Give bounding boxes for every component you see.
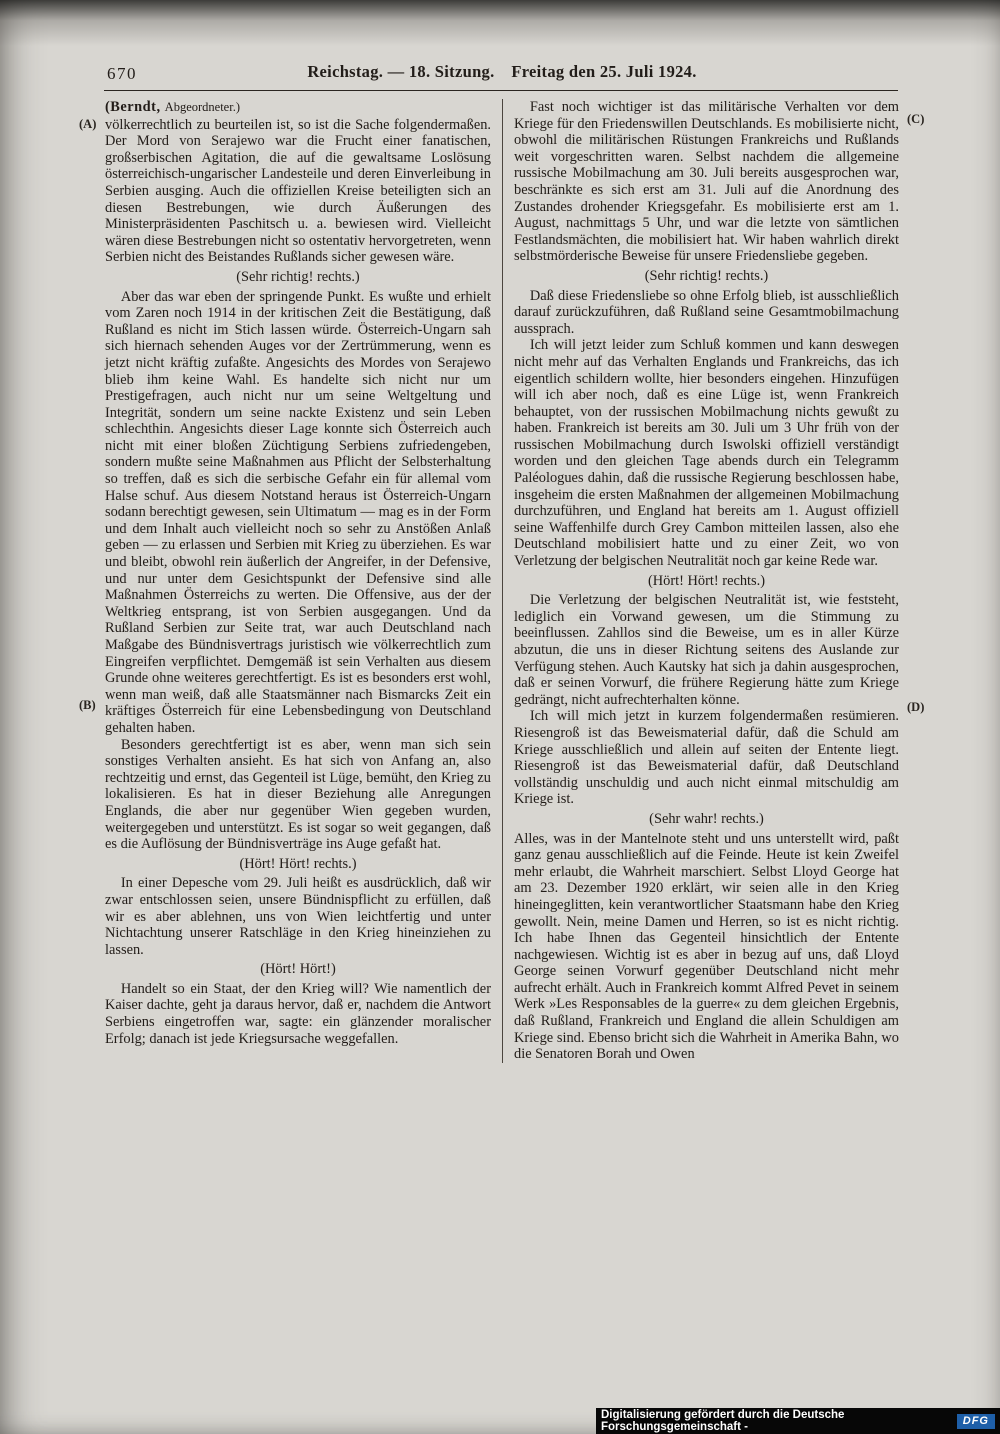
paragraph: Die Verletzung der belgischen Neutralität ist, wie feststeht, lediglich ein Vorwand gewesen, um die Stimmung zu beeinflussen. Zahllos sind die Beweise, um es in aller Kürze abzutun, die uns in dieser Richtung seitens des Auslande zur Verfügung stehen. Auch Kautsky hat sich ja dahin ausgesprochen, daß er seinen Vorwurf, die frühere Regierung hätte zum Kriege gedrängt, nicht aufrechterhalten könne. bbox=[514, 592, 899, 708]
page-number: 670 bbox=[107, 64, 137, 83]
paragraph: Ich will mich jetzt in kurzem folgendermaßen resümieren. Riesengroß ist das Beweismaterial dafür, daß die Schuld am Kriege ausschließlich und allein auf seiten der Entente liegt. Riesengroß ist das Beweismaterial dafür, daß Deutschland vollständig unschuldig und auch nicht einmal mitschuldig am Kriege ist. bbox=[514, 708, 899, 808]
paragraph: Alles, was in der Mantelnote steht und uns unterstellt wird, paßt ganz genau ausschließlich auf die Feinde. Heute ist kein Zweifel mehr erlaubt, die Wahrheit marschiert. Selbst Lloyd George hat am 23. Dezember 1920 erklärt, wir seien alle in den Krieg hineingeglitten, kein verantwortlicher Staatsmann habe den Krieg gewollt. Nein, meine Damen und Herren, so ist es nicht richtig. Ich habe Ihnen das Gegenteil hinsichtlich der Entente nachgewiesen. Wichtig ist es aber in bezug auf uns, daß Lloyd George seinen Vorwurf gegenüber Deutschland nicht mehr aufrecht erhält. Auch in Frankreich kommt Alfred Pevet in seinem Werk »Les Responsables de la guerre« zu dem gleichen Ergebnis, daß Rußland, Frankreich und England die allein Schuldigen am Kriege sind. Ebenso bricht sich die Wahrheit in Amerika Bahn, wo die Senatoren Borah und Owen bbox=[514, 830, 899, 1063]
speaker-name: (Berndt, bbox=[105, 99, 165, 115]
digitization-credit-text: Digitalisierung gefördert durch die Deutsche Forschungsgemeinschaft - bbox=[601, 1409, 845, 1433]
margin-label-d: (D) bbox=[907, 700, 925, 714]
margin-label-a: (A) bbox=[79, 117, 97, 131]
dfg-logo: DFG bbox=[957, 1414, 995, 1429]
interjection: (Sehr richtig! rechts.) bbox=[236, 268, 360, 285]
paragraph: Besonders gerechtfertigt ist es aber, wenn man sich sein sonstiges Verhalten ansieht. Es hat sich von Anfang an, also rechtzeitig und ernst, das Gegenteil ist Lüge, bemüht, den Krieg zu lokalisieren. Es hat in dieser Beziehung alle Anregungen Englands, die aber nur gegenüber Wien gegeben wurden, weitergegeben und unterstützt. Es ist sogar so weit gegangen, daß es die Auflösung der Bündnisverträge ins Auge gefaßt hat. bbox=[105, 736, 491, 853]
speaker-note bbox=[105, 99, 491, 116]
left-column bbox=[105, 99, 502, 1063]
margin-label-c: (C) bbox=[907, 112, 925, 126]
paragraph: Fast noch wichtiger ist das militärische Verhalten vor dem Kriege für den Friedenswillen Deutschlands. Es mobilisierte nicht, obwohl die militärischen Rüstungen Frankreichs und Rußlands weit vorgeschritten waren. Selbst nachdem die allgemeine russische Mobilmachung am 30. Juli bereits ausgesprochen war, beschränkte es sich erst am 31. Juli auf die Anordnung des Zustandes drohender Kriegsgefahr. Es mobilisierte erst am 1. August, nachmittags 5 Uhr, und war die letzte von sämtlichen Festlandsmächten, die mobilisiert hat. Wir haben wahrlich direkt selbstmörderische Beweise für unsere Friedensliebe gegeben. bbox=[514, 99, 899, 265]
paragraph: völkerrechtlich zu beurteilen ist, so ist die Sache folgendermaßen. Der Mord von Serajewo war die Frucht einer fanatischen, großserbischen Agitation, die auf die gewaltsame Loslösung österreichisch-ungarischer Landesteile und deren Einverleibung in Serbien ausging. Auch die offiziellen Kreise beteiligten sich an diesen Bestrebungen, wie durch Äußerungen des Ministerpräsidenten Paschitsch u. a. bewiesen wird. Vielleicht wären diese Bestrebungen nicht so ostentativ hervorgetreten, wenn Serbien nicht des Beistandes Rußlands sicher gewesen wäre. bbox=[105, 116, 491, 266]
speaker-role: Abgeordneter.) bbox=[164, 100, 240, 114]
header-rule bbox=[104, 90, 898, 91]
paragraph: Daß diese Friedensliebe so ohne Erfolg blieb, ist ausschließlich darauf zurückzuführen, daß Rußland seine Gesamtmobilmachung aussprach. bbox=[514, 287, 899, 337]
interjection: (Hört! Hört!) bbox=[260, 961, 336, 978]
paragraph: Handelt so ein Staat, der den Krieg will? Wie namentlich der Kaiser dachte, geht ja daraus hervor, daß er, nachdem die Antwort Serbiens eingetroffen war, sagte: ein glänzender moralischer Erfolg; danach ist jede Kriegsursache weggefallen. bbox=[105, 980, 491, 1047]
interjection: (Hört! Hört! rechts.) bbox=[647, 572, 766, 589]
interjection: (Sehr wahr! rechts.) bbox=[649, 810, 764, 827]
digitization-credit-bar bbox=[596, 1408, 1000, 1434]
interjection: (Sehr richtig! rechts.) bbox=[644, 267, 769, 284]
interjection: (Hört! Hört! rechts.) bbox=[239, 855, 357, 872]
paragraph: In einer Depesche vom 29. Juli heißt es ausdrücklich, daß wir zwar entschlossen seien, unsere Bündnispflicht zu erfüllen, daß wir es aber ablehnen, uns von Wien leichtfertig und unter Nichtachtung unserer Ratschläge in den Krieg hineinziehen zu lassen. bbox=[105, 875, 491, 958]
page-header bbox=[105, 62, 899, 88]
margin-label-b: (B) bbox=[79, 698, 96, 712]
text-columns bbox=[105, 99, 899, 1063]
right-column bbox=[502, 99, 899, 1063]
paragraph: Aber das war eben der springende Punkt. Es wußte und erhielt vom Zaren noch 1914 in der kritischen Zeit die Bestätigung, daß Rußland es nicht im Stich lassen würde. Österreich-Ungarn sah sich hiernach sehenden Auges vor der Zertrümmerung, wenn es jetzt nicht kräftig zufaßte. Angesichts des Mordes von Serajewo blieb ihm keine Wahl. Es handelte sich nicht nur um Prestigefragen, auch nicht nur um seine Weltgeltung und Integrität, sondern um seine nackte Existenz und sein Leben schlechthin. Angesichts dieser Lage konnte sich Österreich auch nicht mit einer bloßen Züchtigung Serbiens zufriedengeben, sondern mußte seine Maßnahmen aus Pflicht der Selbsterhaltung so treffen, daß es sich die serbische Gefahr ein für allemal vom Halse schuf. Aus diesem Notstand heraus ist Österreich-Ungarn sodann berechtigt gewesen, sein Ultimatum — mag es in der Form und dem Inhalt auch vielleicht noch so sehr zu Anstößen Anlaß geben — zu erlassen und Serbien mit Krieg zu überziehen. Es war und bleibt, obwohl rein äußerlich der Angreifer, in der Defensive, und nur unter dem Gesichtspunkt der Defensive sind alle Maßnahmen Österreichs zu werten. Die Offensive, aus der der Weltkrieg entsprang, ist von Serbien ausgegangen. Und da Rußland Serbien zur Seite trat, war auch Deutschland nach Maßgabe des Bündnisvertrags juristisch wie völkerrechtlich zum Eingreifen verpflichtet. Demgemäß ist sein Verhalten aus diesem Grunde ohne weiteres gerechtfertigt. Es ist es besonders erst wohl, wenn man weiß, daß alle Staatsmänner nach Bismarcks Zeit ein kräftiges Österreich für eine Lebensbedingung von Deutschland gehalten haben. bbox=[105, 288, 491, 736]
header-title: Reichstag. — 18. Sitzung. Freitag den 25. Juli 1924. bbox=[307, 62, 697, 81]
paragraph: Ich will jetzt leider zum Schluß kommen und kann deswegen nicht mehr auf das Verhalten Englands und Frankreichs, das ich eigentlich schildern wollte, hier besonders eingehen. Hinzufügen will ich aber noch, daß es eine Lüge ist, wenn Frankreich behauptet, von der russischen Mobilmachung nichts gewußt zu haben. Frankreich ist bereits am 30. Juli um 3 Uhr früh von der russischen Mobilmachung durch Iswolski offiziell verständigt worden und den gleichen Tage abends durch ein Telegramm Paléologues dahin, daß die russische Regierung beschlossen habe, insgeheim die ersten Maßnahmen der allgemeinen Mobilmachung durchzuführen, und England hat bereits am 1. August offiziell seine Waffenhilfe durch Grey Cambon mitteilen lassen, also ehe Deutschland mobilisiert hatte und zu einer Zeit, wo von Verletzung der belgischen Neutralität noch gar keine Rede war. bbox=[514, 337, 899, 570]
scan-edge-shadow bbox=[0, 0, 1000, 46]
